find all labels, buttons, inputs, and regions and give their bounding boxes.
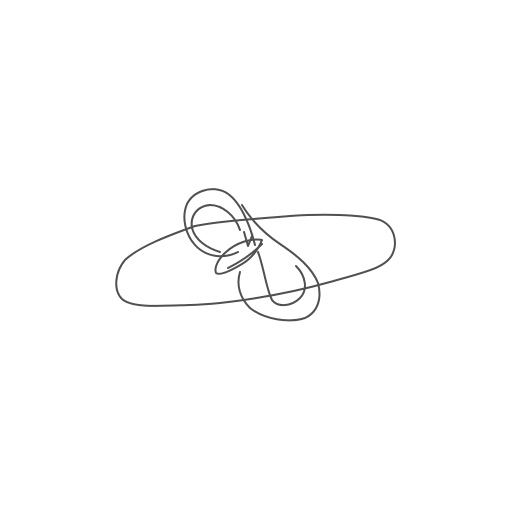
sketch-upper-inner-arc [192, 205, 240, 252]
sketch-diagonal-band [238, 205, 319, 320]
sketch-outer-oval [116, 215, 395, 306]
sketch-knot-tick [244, 232, 252, 246]
